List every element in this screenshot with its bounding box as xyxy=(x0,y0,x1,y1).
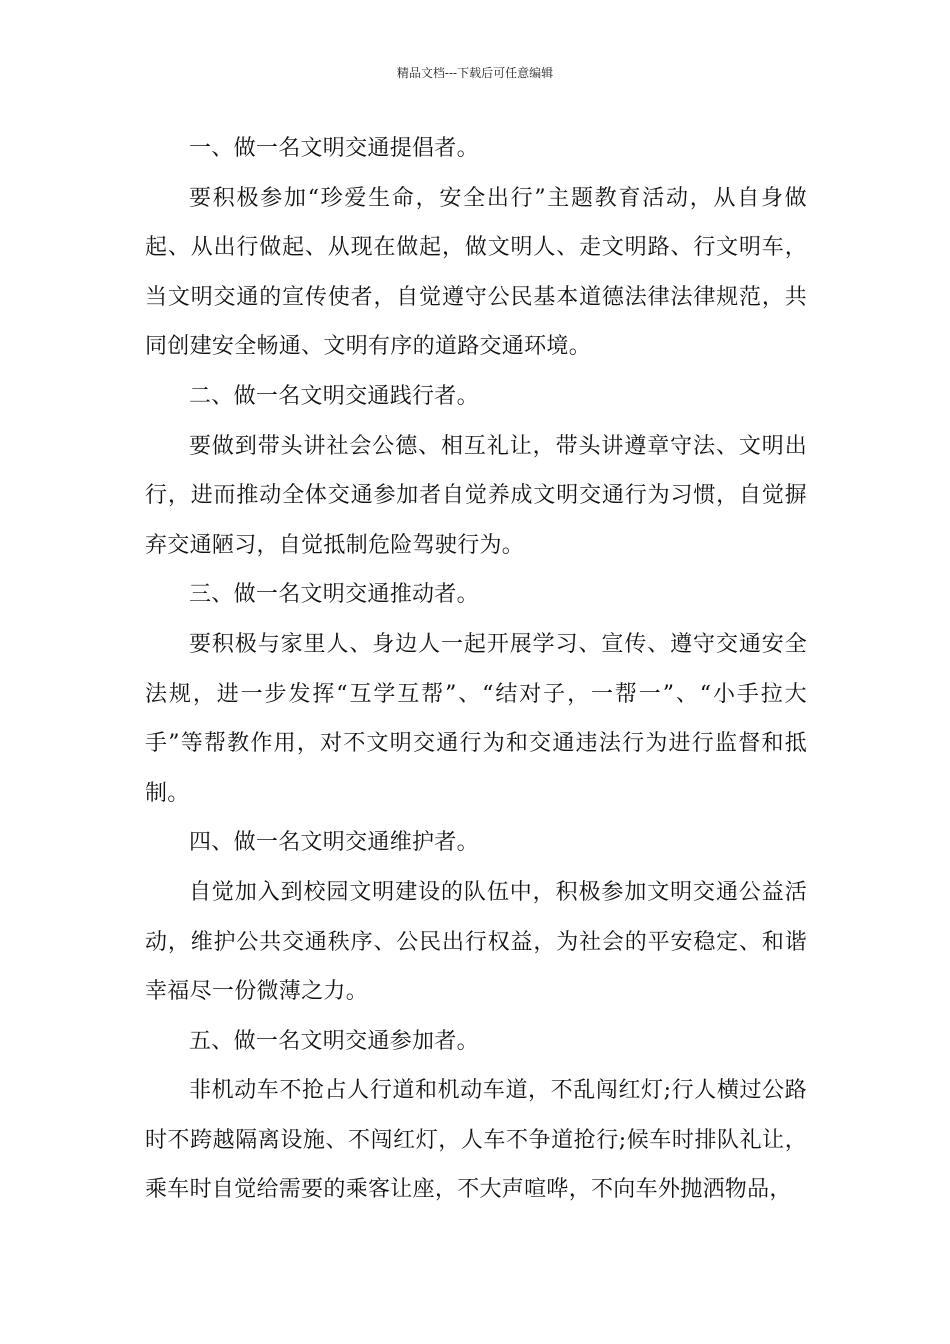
page-header: 精品文档---下载后可任意编辑 xyxy=(396,66,554,80)
section-heading-4: 四、做一名文明交通维护者。 xyxy=(189,830,479,856)
document-body xyxy=(145,124,807,1215)
paragraph-4: 自觉加入到校园文明建设的队伍中，积极参加文明交通公益活动，维护公共交通秩序、公民出行权益，为社会的平安稳定、和谐幸福尽一份微薄之力。 xyxy=(145,879,807,1005)
paragraph-5: 非机动车不抢占人行道和机动车道，不乱闯红灯;行人横过公路时不跨越隔离设施、不闯红灯，人车不争道抢行;候车时排队礼让，乘车时自觉给需要的乘客让座，不大声喧哗，不向车外抛洒物品， xyxy=(145,1078,807,1203)
paragraph-2: 要做到带头讲社会公德、相互礼让，带头讲遵章守法、文明出行，进而推动全体交通参加者自觉养成文明交通行为习惯，自觉摒弃交通陋习，自觉抵制危险驾驶行为。 xyxy=(145,433,807,558)
paragraph-3: 要积极与家里人、身边人一起开展学习、宣传、遵守交通安全法规，进一步发挥“互学互帮”、“结对子，一帮一”、“小手拉大手”等帮教作用，对不文明交通行为和交通违法行为进行监督和抵制。 xyxy=(145,631,807,806)
section-heading-5: 五、做一名文明交通参加者。 xyxy=(189,1028,479,1054)
section-heading-1: 一、做一名文明交通提倡者。 xyxy=(189,136,479,161)
paragraph-1: 要积极参加“珍爱生命，安全出行”主题教育活动，从自身做起、从出行做起、从现在做起，做文明人、走文明路、行文明车，当文明交通的宣传使者，自觉遵守公民基本道德法律法律规范，共同创建安全畅通、文明有序的道路交通环境。 xyxy=(145,185,807,360)
section-heading-2: 二、做一名文明交通践行者。 xyxy=(189,383,479,409)
section-heading-3: 三、做一名文明交通推动者。 xyxy=(189,582,479,608)
